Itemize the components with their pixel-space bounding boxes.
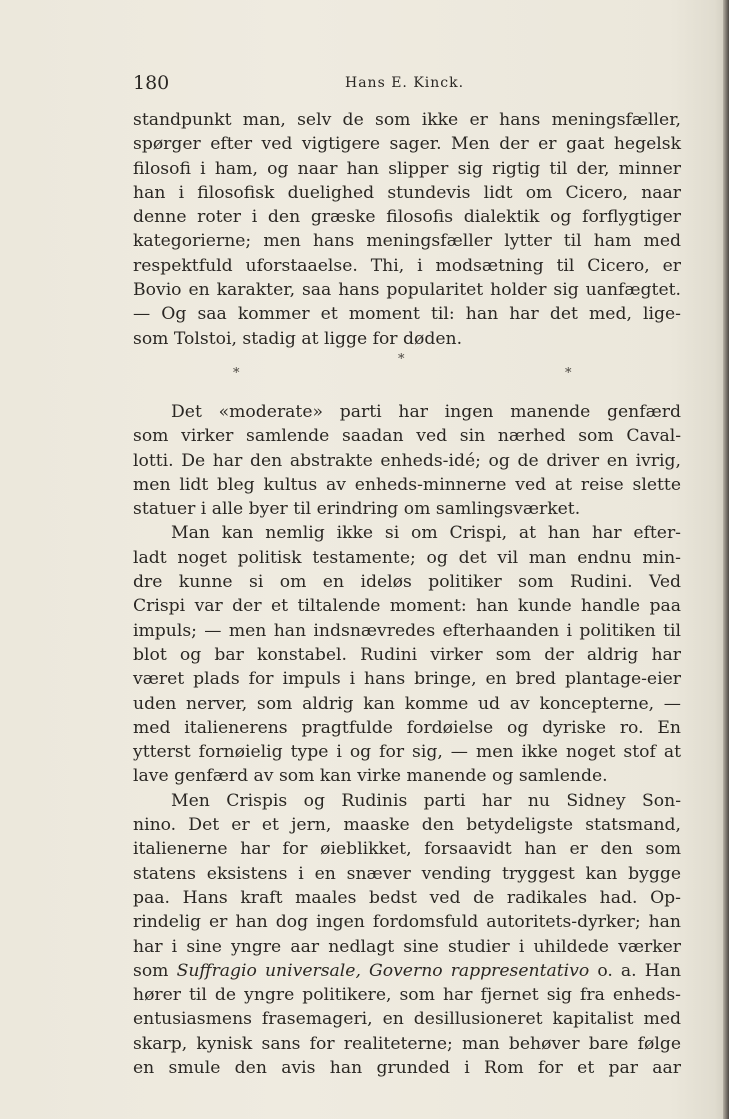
- text-line: Det «moderate» parti har ingen manende genfærd: [171, 402, 681, 422]
- text-fragment: som: [133, 960, 177, 981]
- text-line: Crispi var der et tiltalende moment: han kunde handle paa: [133, 596, 681, 617]
- text-line: hører til de yngre politikere, som har fjernet sig fra enheds-: [133, 985, 681, 1006]
- text-line: men lidt bleg kultus av enheds-minnerne ved at reise slette: [133, 474, 681, 495]
- text-line: Bovio en karakter, saa hans popularitet holder sig uanfægtet.: [133, 280, 681, 301]
- page-header: [133, 72, 681, 98]
- text-line-with-titles: [133, 959, 681, 983]
- text-line: rindelig er han dog ingen fordomsfuld autoritets-dyrker; han: [133, 912, 681, 933]
- text-line: italienerne har for øieblikket, forsaavidt han er den som: [133, 839, 681, 860]
- asterisk-mark: *: [398, 352, 405, 367]
- text-line: paa. Hans kraft maales bedst ved de radikales had. Op-: [133, 887, 681, 908]
- text-line: blot og bar konstabel. Rudini virker som der aldrig har: [133, 644, 681, 665]
- text-line: lave genfærd av som kan virke manende og samlende.: [133, 766, 608, 787]
- text-line: ytterst fornøielig type i og for sig, — men ikke noget stof at: [133, 742, 681, 763]
- text-line: lotti. De har den abstrakte enheds-idé; og de driver en ivrig,: [133, 450, 681, 471]
- text-line: har i sine yngre aar nedlagt sine studier i uhildede værker: [133, 936, 681, 957]
- text-line: uden nerver, som aldrig kan komme ud av koncepterne, —: [133, 693, 681, 714]
- text-line: spørger efter ved vigtigere sager. Men der er gaat hegelsk: [133, 134, 681, 155]
- text-line: standpunkt man, selv de som ikke er hans meningsfæller,: [133, 110, 681, 130]
- text-line: denne roter i den græske filosofis dialektik og forflygtiger: [133, 207, 681, 228]
- text-line: som virker samlende saadan ved sin nærhed som Caval-: [133, 426, 681, 447]
- running-head: Hans E. Kinck.: [345, 75, 465, 91]
- book-edge: [723, 0, 729, 1119]
- text-line: — Og saa kommer et moment til: han har det med, lige-: [133, 304, 681, 325]
- text-line: statuer i alle byer til erindring om samlingsværket.: [133, 499, 581, 520]
- text-line: Men Crispis og Rudinis parti har nu Sidney Son-: [171, 790, 681, 811]
- text-line: filosofi i ham, og naar han slipper sig rigtig til der, minner: [133, 158, 681, 179]
- text-fragment: o. a. Han: [589, 960, 682, 981]
- text-line: nino. Det er et jern, maaske den betydeligste statsmand,: [133, 815, 681, 836]
- text-line: entusiasmens frasemageri, en desillusioneret kapitalist med: [133, 1009, 681, 1030]
- text-line: han i filosofisk duelighed stundevis lidt om Cicero, naar: [133, 182, 681, 203]
- text-line: kategorierne; men hans meningsfæller lytter til ham med: [133, 231, 681, 252]
- text-block-bottom: [133, 400, 681, 1080]
- asterisk-mark: *: [565, 366, 572, 381]
- text-fragment: [361, 961, 369, 981]
- text-line: med italienerens pragtfulde fordøielse og dyriske ro. En: [133, 717, 681, 738]
- italic-title: Governo rappresentativo: [369, 960, 590, 981]
- text-line: været plads for impuls i hans bringe, en bred plantage-eier: [133, 669, 681, 690]
- text-line: statens eksistens i en snæver vending tryggest kan bygge: [133, 863, 681, 884]
- asterism-divider: [133, 352, 681, 392]
- text-line: Man kan nemlig ikke si om Crispi, at han har efter-: [171, 523, 681, 544]
- text-block-top: [133, 108, 681, 351]
- text-line: impuls; — men han indsnævredes efterhaanden i politiken til: [133, 620, 681, 641]
- text-line: respektfuld uforstaaelse. Thi, i modsætning til Cicero, er: [133, 255, 681, 276]
- text-line: skarp, kynisk sans for realiteterne; man behøver bare følge: [133, 1033, 681, 1054]
- asterisk-mark: *: [233, 366, 240, 381]
- text-line: en smule den avis han grunded i Rom for et par aar: [133, 1058, 681, 1079]
- text-line: dre kunne si om en ideløs politiker som Rudini. Ved: [133, 572, 681, 593]
- italic-title: Suffragio universale,: [176, 960, 361, 981]
- page-number: 180: [133, 72, 170, 94]
- text-line: som Tolstoi, stadig at ligge for døden.: [133, 328, 463, 349]
- text-line: ladt noget politisk testamente; og det vil man endnu min-: [133, 547, 681, 568]
